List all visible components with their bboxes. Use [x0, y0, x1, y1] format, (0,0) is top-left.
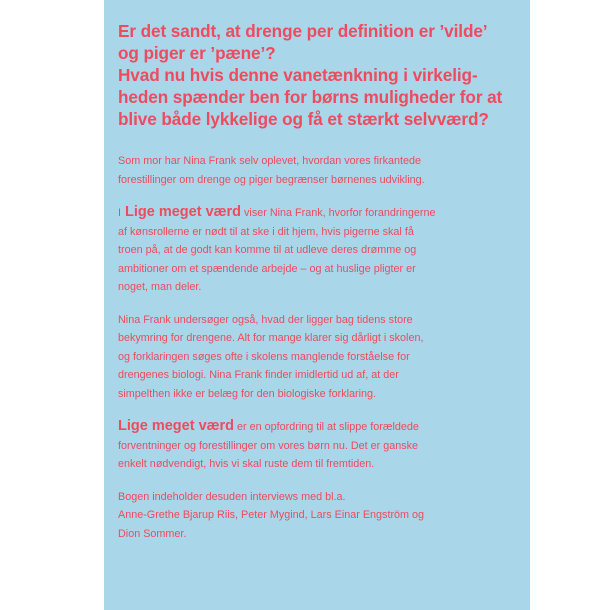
text-fragment: er en opfordring til at slippe forældede [234, 421, 419, 433]
text-line: noget, man deler. [118, 281, 202, 293]
paragraph-girls [118, 203, 518, 297]
headline-line: Hvad nu hvis denne vanetænkning i virkelig- [118, 65, 478, 85]
paragraph-interviews [118, 488, 518, 544]
text-line: Som mor har Nina Frank selv oplevet, hvordan vores firkantede [118, 155, 422, 167]
headline-line: Er det sandt, at drenge per definition er ’vilde’ [118, 21, 488, 41]
paragraph-boys [118, 311, 518, 404]
text-line: ambitioner om et spændende arbejde – og at huslige pligter er [118, 262, 416, 275]
text-line: drengenes biologi. Nina Frank finder imidlertid ud af, at der [118, 369, 399, 381]
headline [118, 20, 518, 130]
text-line: troen på, at de godt kan komme til at udleve deres drømme og [118, 244, 417, 256]
headline-line: og piger er ’pæne’? [118, 43, 276, 63]
text-fragment: viser Nina Frank, hvorfor forandringerne [241, 207, 436, 219]
text-line: simpelthen ikke er belæg for den biologiske forklaring. [118, 387, 377, 400]
text-line: enkelt nødvendigt, hvis vi skal ruste dem til fremtiden. [118, 458, 375, 470]
text-line: Dion Sommer. [118, 527, 187, 540]
book-title: Lige meget værd [118, 418, 235, 434]
text-line: og forklaringen søges ofte i skolens manglende forståelse for [118, 350, 410, 363]
text-line: Anne-Grethe Bjarup Riis, Peter Mygind, Lars Einar Engström og [118, 509, 425, 521]
paragraph-call-to-action [118, 417, 518, 474]
headline-line: blive både lykkelige og få et stærkt selvværd? [118, 109, 489, 129]
text-line: bekymring for drengene. Alt for mange klarer sig dårligt i skolen, [118, 332, 424, 344]
headline-line: heden spænder ben for børns muligheder for at [118, 87, 503, 107]
text-line: af kønsrollerne er nødt til at ske i dit hjem, hvis pigerne skal få [118, 225, 414, 238]
text-line [118, 417, 518, 437]
paragraph-intro [118, 152, 518, 189]
text-line [118, 203, 518, 223]
paragraph-prefix: I [118, 207, 121, 219]
cover-text [118, 20, 518, 557]
book-title: Lige meget værd [125, 204, 242, 220]
text-line: forventninger og forestillinger om vores børn nu. Det er ganske [118, 439, 419, 452]
text-line: Nina Frank undersøger også, hvad der ligger bag tidens store [118, 313, 413, 326]
text-line: forestillinger om drenge og piger begrænser børnenes udvikling. [118, 173, 425, 186]
text-line: Bogen indeholder desuden interviews med bl.a. [118, 490, 346, 503]
